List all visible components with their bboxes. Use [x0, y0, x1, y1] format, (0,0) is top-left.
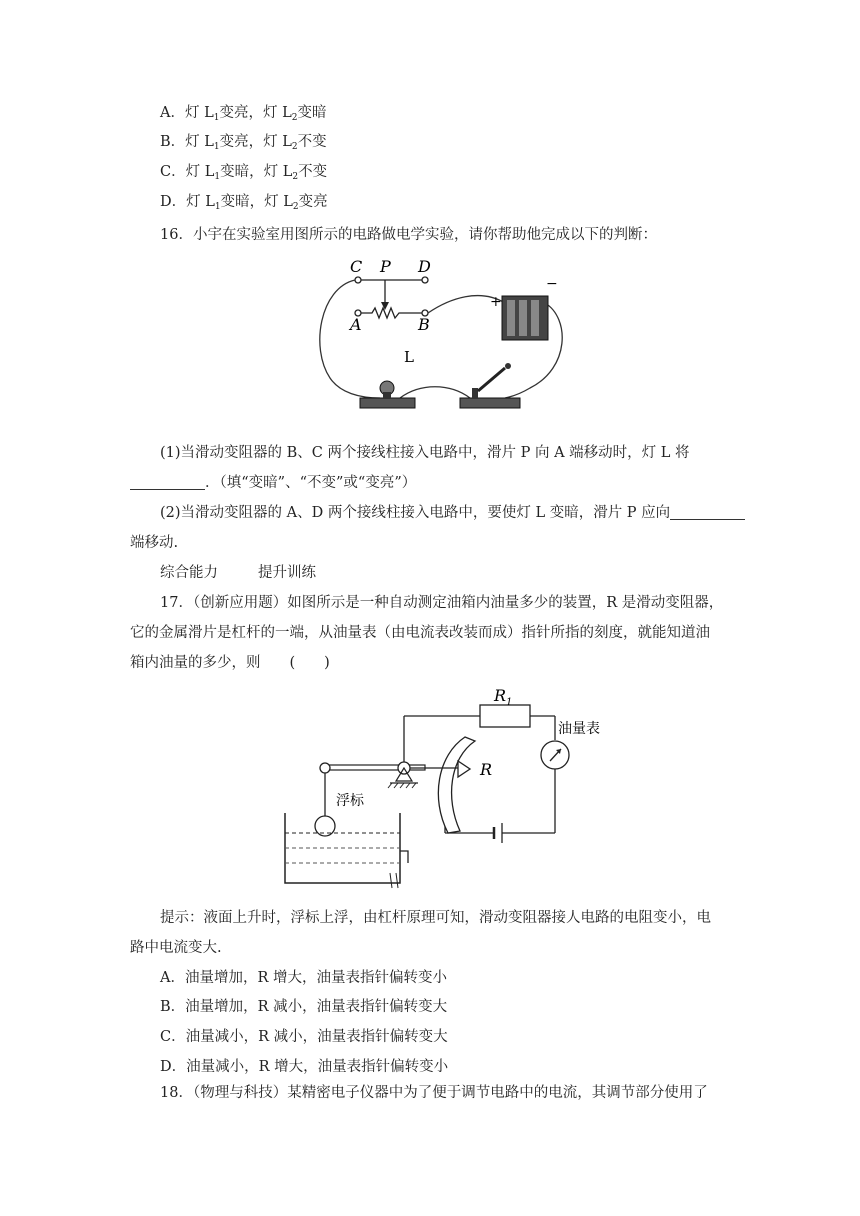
- q17-line3: 箱内油量的多少，则 ( ): [130, 655, 330, 671]
- label-plus: +: [490, 294, 502, 310]
- q16-part2-line2: 端移动.: [130, 535, 179, 551]
- label-minus: −: [546, 276, 558, 292]
- q17-option: B．油量增加，R 减小，油量表指针偏转变大: [160, 999, 448, 1015]
- q17-oil-gauge-figure: [280, 683, 600, 893]
- q17-option: A．油量增加，R 增大，油量表指针偏转变小: [160, 970, 447, 986]
- label-p: P: [380, 257, 391, 276]
- q16-circuit-figure: [300, 258, 580, 418]
- q16-part2-line1: (2)当滑动变阻器的 A、D 两个接线柱接入电路中，要使灯 L 变暗，滑片 P 应向: [160, 503, 745, 523]
- label-r1: $R_1$: [494, 686, 513, 708]
- label-float: 浮标: [336, 793, 364, 809]
- q15-option: C．灯 $L_1$变暗，灯 $L_2$不变: [160, 164, 328, 182]
- q17-option: D．油量减小，R 增大，油量表指针偏转变小: [160, 1059, 449, 1075]
- q15-option: D．灯 $L_1$变暗，灯 $L_2$变亮: [160, 194, 328, 212]
- q16-stem: 16．小宇在实验室用图所示的电路做电学实验，请你帮助他完成以下的判断：: [160, 227, 657, 243]
- q17-hint-line1: 提示：液面上升时，浮标上浮，由杠杆原理可知，滑动变阻器接人电路的电阻变小，电: [160, 910, 711, 926]
- q15-option: B．灯 $L_1$变亮，灯 $L_2$不变: [160, 134, 327, 152]
- q15-option: A．灯 $L_1$变亮，灯 $L_2$变暗: [160, 105, 327, 123]
- q17-line1: 17．（创新应用题）如图所示是一种自动测定油箱内油量多少的装置，R 是滑动变阻器，: [160, 595, 724, 611]
- section-heading: 综合能力 提升训练: [160, 565, 316, 581]
- q16-part1-line1: (1)当滑动变阻器的 B、C 两个接线柱接入电路中，滑片 P 向 A 端移动时，灯 L 将: [160, 445, 690, 461]
- q16-part1-line2: ．（填“变暗”、“不变”或“变亮”）: [130, 473, 416, 493]
- answer-blank[interactable]: [670, 505, 745, 520]
- label-oil-meter: 油量表: [558, 721, 600, 737]
- label-a: A: [350, 315, 362, 334]
- q17-hint-line2: 路中电流变大.: [130, 940, 222, 956]
- label-c: C: [350, 257, 363, 276]
- label-b: B: [418, 315, 430, 334]
- label-r: R: [480, 760, 493, 779]
- label-d: D: [418, 257, 431, 276]
- q17-line2: 它的金属滑片是杠杆的一端，从油量表（由电流表改装而成）指针所指的刻度，就能知道油: [130, 625, 710, 641]
- answer-blank[interactable]: [130, 475, 205, 490]
- q18-line1: 18．（物理与科技）某精密电子仪器中为了便于调节电路中的电流，其调节部分使用了: [160, 1085, 708, 1101]
- label-lamp: L: [404, 348, 414, 366]
- q17-option: C．油量减小，R 减小，油量表指针偏转变大: [160, 1029, 448, 1045]
